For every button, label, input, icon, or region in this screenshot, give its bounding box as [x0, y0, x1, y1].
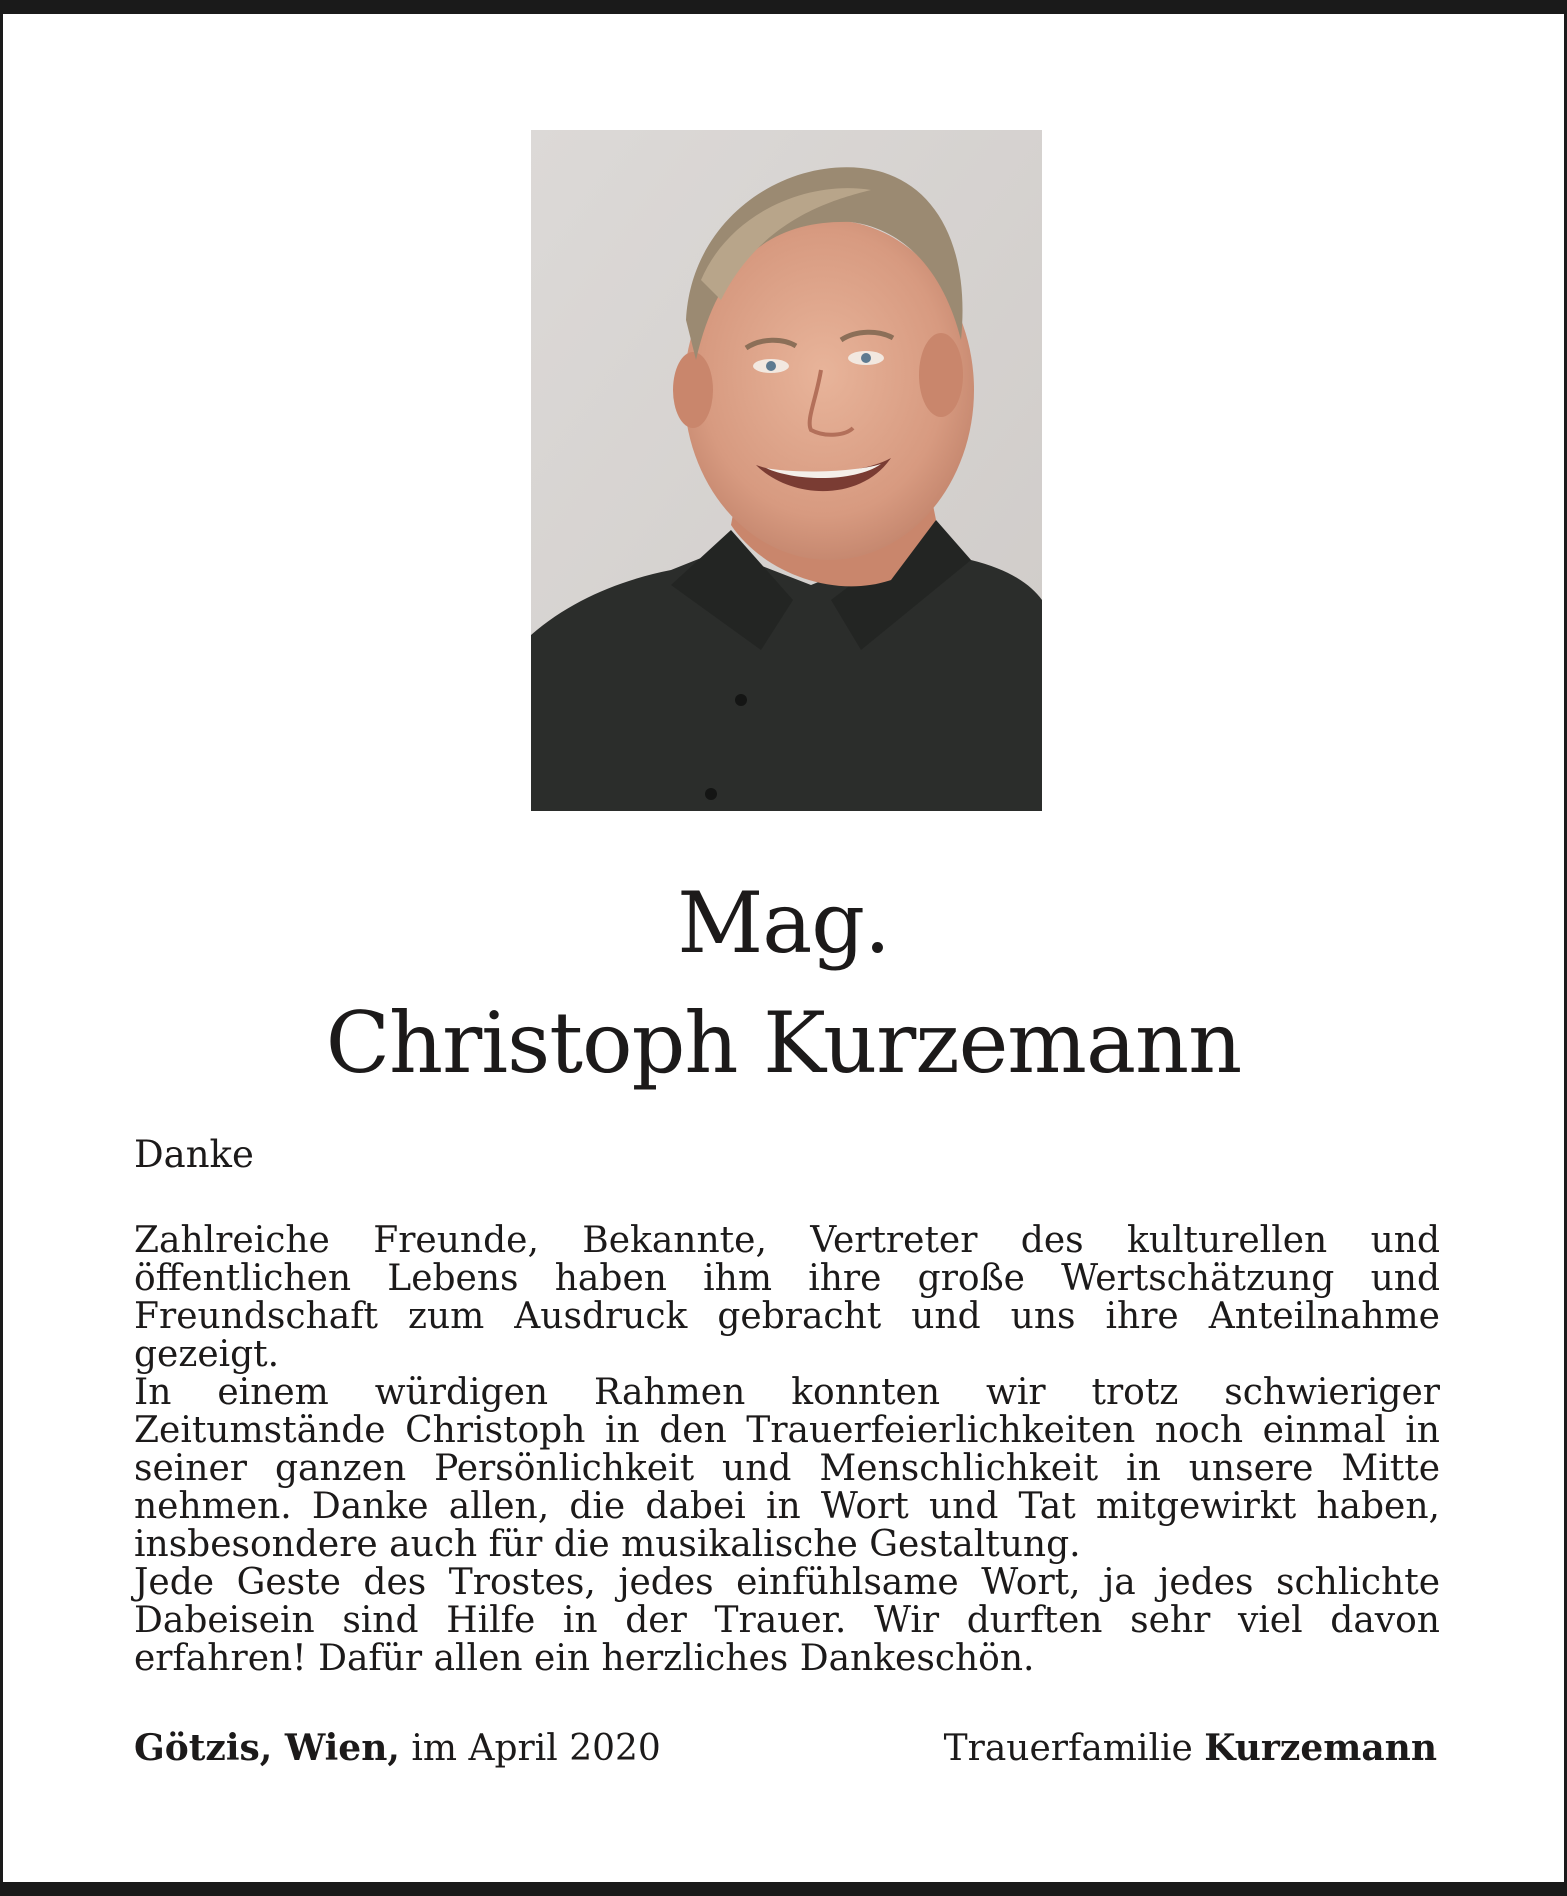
footer-place-date	[134, 1727, 661, 1769]
message-body	[134, 1222, 1440, 1678]
paragraph-2: In einem würdigen Rahmen konnten wir trotz schwieriger Zeitumstände Christoph in den Trauerfeierlichkeiten noch einmal in seiner ganzen Persönlichkeit und Menschlichkeit in unsere Mitte nehmen. Danke allen, die dabei in Wort und Tat mitgewirkt haben, insbesondere auch für die musikalische Gestaltung.	[134, 1372, 1440, 1565]
footer-place: Götzis, Wien,	[134, 1727, 400, 1769]
paragraph-1: Zahlreiche Freunde, Bekannte, Vertreter des kulturellen und öffentlichen Lebens haben ihm ihre große Wertschätzung und Freundschaft zum Ausdruck gebracht und uns ihre Anteilnahme gezeigt.	[134, 1220, 1440, 1375]
heading-danke: Danke	[134, 1133, 254, 1176]
paragraph-3: Jede Geste des Trostes, jedes einfühlsame Wort, ja jedes schlichte Dabeisein sind Hilfe in der Trauer. Wir durften sehr viel davon erfahren! Dafür allen ein herzliches Dankeschön.	[134, 1562, 1440, 1679]
portrait-photo	[531, 130, 1042, 811]
footer-family-name: Kurzemann	[1204, 1727, 1437, 1769]
footer-date: im April 2020	[411, 1728, 661, 1769]
footer-family-prefix: Trauerfamilie	[943, 1728, 1193, 1769]
name-title: Mag.	[677, 874, 890, 972]
footer-family	[943, 1727, 1437, 1769]
deceased-name: Christoph Kurzemann	[325, 994, 1242, 1092]
